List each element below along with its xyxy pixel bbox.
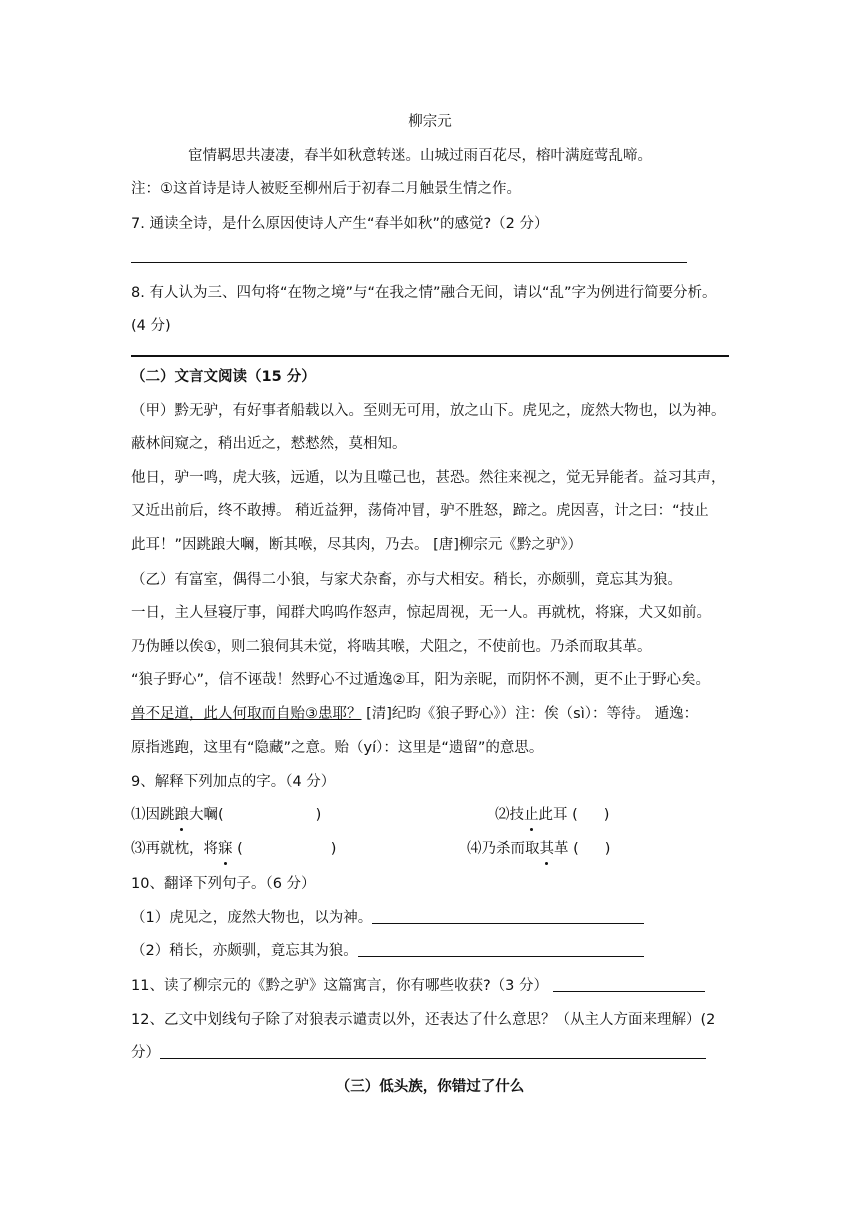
question-10-title: 10、翻译下列句子。（6 分） bbox=[131, 876, 316, 892]
poem-verse: 宦情羁思共凄凄，春半如秋意转迷。山城过雨百花尽，榕叶满庭莺乱啼。 bbox=[188, 148, 652, 164]
answer-line-q10-2[interactable] bbox=[358, 941, 644, 957]
q9-item-1: ⑴因跳踉大㘎( ) bbox=[131, 804, 321, 826]
passage-yi-source: [清]纪昀《狼子野心》）注：俟（sì）：等待。 遁逸： bbox=[361, 706, 699, 722]
passage-jia-line: 又近出前后，终不敢搏。 稍近益狎，荡倚冲冒，驴不胜怒，蹄之。虎因喜，计之曰：“技止 bbox=[131, 503, 709, 519]
dotted-char: 寐 bbox=[218, 838, 233, 860]
passage-yi-line: （乙）有富室，偶得二小狼，与家犬杂畜，亦与犬相安。稍长，亦颇驯，竟忘其为狼。 bbox=[131, 572, 682, 588]
poem-note: 注：①这首诗是诗人被贬至柳州后于初春二月触景生情之作。 bbox=[131, 181, 521, 197]
section-divider bbox=[131, 355, 729, 357]
passage-yi-line: 乃伪睡以俟①，则二狼伺其未觉，将啮其喉，犬阻之，不使前也。乃杀而取其革。 bbox=[131, 639, 652, 655]
passage-jia-line: （甲）黔无驴，有好事者船载以入。至则无可用，放之山下。虎见之，庞然大物也，以为神。 bbox=[131, 403, 726, 419]
question-11: 11、读了柳宗元的《黔之驴》这篇寓言，你有哪些收获?（3 分） bbox=[131, 975, 730, 997]
question-12-line1: 12、乙文中划线句子除了对狼表示谴责以外，还表达了什么意思？（从主人方面来理解）(2 bbox=[131, 1012, 716, 1028]
question-9-title: 9、解释下列加点的字。（4 分） bbox=[131, 774, 336, 790]
section2-title: （二）文言文阅读（15 分） bbox=[131, 369, 316, 385]
q9-item-4: ⑷乃杀而取其革 ( ) bbox=[467, 838, 610, 860]
passage-yi-line bbox=[131, 703, 730, 725]
answer-line-q12[interactable] bbox=[160, 1043, 706, 1059]
underlined-sentence: 兽不足道，此人何取而自贻③患耶？ bbox=[131, 706, 362, 722]
passage-yi-line: “狼子野心”，信不诬哉！然野心不过遁逸②耳，阳为亲昵，而阴怀不测，更不止于野心矣。 bbox=[131, 672, 711, 688]
dotted-char: 踉 bbox=[175, 804, 190, 826]
answer-line-q11[interactable] bbox=[553, 976, 705, 992]
q9-item-3: ⑶再就枕，将寐 ( ) bbox=[131, 838, 336, 860]
q10-sentence-1: （1）虎见之，庞然大物也，以为神。 bbox=[131, 907, 730, 929]
passage-yi-line: 一日，主人昼寝厅事，闻群犬呜呜作怒声，惊起周视，无一人。再就枕，将寐，犬又如前。 bbox=[131, 605, 711, 621]
question-8-line1: 8. 有人认为三、四句将“在物之境”与“在我之情”融合无间，请以“乱”字为例进行简要分析。 bbox=[131, 285, 717, 301]
q10-sentence-2: （2）稍长，亦颇驯，竟忘其为狼。 bbox=[131, 940, 730, 962]
passage-jia-line: 此耳！”因跳踉大㘎，断其喉，尽其肉，乃去。 [唐]柳宗元《黔之驴》） bbox=[131, 537, 583, 553]
dotted-char: 其 bbox=[540, 838, 555, 860]
question-7: 7. 通读全诗，是什么原因使诗人产生“春半如秋”的感觉?（2 分） bbox=[131, 216, 549, 232]
passage-jia-line: 蔽林间窥之，稍出近之，慭慭然，莫相知。 bbox=[131, 436, 407, 452]
section3-title: （三）低头族，你错过了什么 bbox=[335, 1079, 525, 1095]
question-8-line2: (4 分) bbox=[131, 318, 171, 334]
passage-yi-note: 原指逃跑，这里有“隐藏”之意。贻（yí）：这里是“遗留”的意思。 bbox=[131, 740, 544, 756]
answer-line-q10-1[interactable] bbox=[372, 908, 644, 924]
passage-jia-line: 他日，驴一鸣，虎大骇，远遁，以为且噬己也，甚恐。然往来视之，觉无异能者。益习其声， bbox=[131, 470, 726, 486]
answer-line-q7[interactable] bbox=[131, 262, 687, 263]
question-12-line2: 分） bbox=[131, 1042, 730, 1064]
poem-author: 柳宗元 bbox=[408, 114, 452, 130]
q9-item-2: ⑵技止此耳 ( ) bbox=[495, 804, 609, 826]
dotted-char: 止 bbox=[524, 804, 539, 826]
